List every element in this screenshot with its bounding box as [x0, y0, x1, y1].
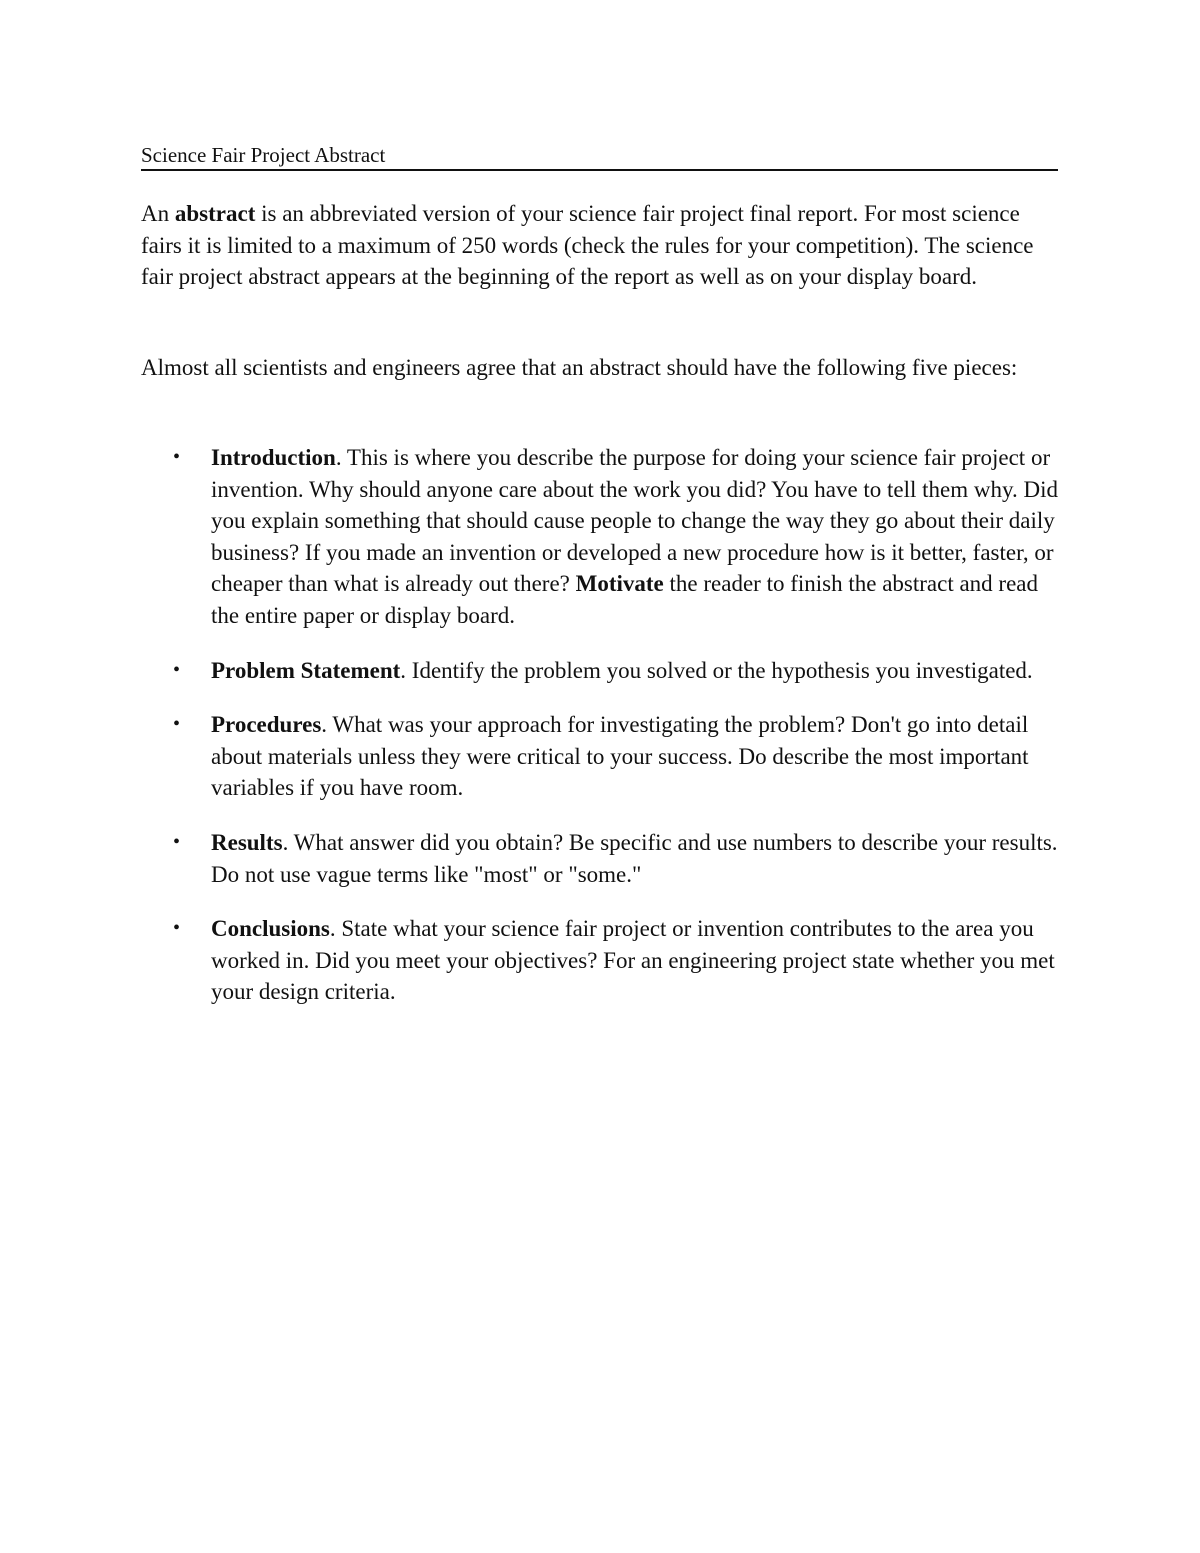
- piece-text: . What was your approach for investigating the problem? Don't go into detail about materials unless they were critical to your success. Do describe the most important variables if you have room.: [211, 712, 1029, 801]
- intro-paragraph: [141, 198, 1061, 293]
- piece-term: Results: [211, 829, 283, 855]
- abstract-term: abstract: [174, 201, 256, 226]
- piece-emphasis: Motivate: [575, 571, 664, 597]
- piece-term: Procedures: [211, 712, 322, 738]
- lead-paragraph: Almost all scientists and engineers agree that an abstract should have the following five pieces:: [141, 355, 1018, 380]
- piece-text: . This is where you describe the purpose for doing your science fair project or invention. Why should anyone care about the work you did? You have to tell them why. Did you explain something that should cause people to change the way they go about their daily business? If you made an invention or developed a new procedure how is it better, faster, or cheaper than what is already out there?: [211, 445, 1059, 597]
- intro-text: is an abbreviated version of your science fair project final report. For most science fairs it is limited to a maximum of 250 words (check the rules for your competition). The science fair project abstract appears at the beginning of the report as well as on your display board.: [141, 201, 1034, 290]
- abstract-pieces-list: [141, 442, 1061, 1031]
- intro-prefix: An: [141, 201, 175, 226]
- piece-text: . What answer did you obtain? Be specific and use numbers to describe your results. Do not use vague terms like "most" or "some.": [211, 829, 1058, 887]
- piece-term: Introduction: [211, 445, 336, 470]
- bullet-icon: •: [173, 446, 181, 468]
- bullet-icon: •: [173, 830, 181, 853]
- bullet-icon: •: [173, 917, 181, 940]
- document-title: Science Fair Project Abstract: [141, 141, 1058, 171]
- list-item-problem-statement: [141, 655, 1061, 687]
- bullet-icon: •: [173, 713, 181, 736]
- piece-term: Problem Statement: [211, 657, 401, 683]
- bullet-icon: •: [173, 658, 181, 681]
- list-item-introduction: [141, 442, 1061, 632]
- piece-term: Conclusions: [211, 916, 330, 942]
- piece-text-after: the reader to finish the abstract and read the entire paper or display board.: [211, 571, 1039, 628]
- list-item-conclusions: [141, 913, 1061, 1008]
- list-item-results: [141, 827, 1061, 890]
- list-item-procedures: [141, 709, 1061, 804]
- piece-text: . State what your science fair project or invention contributes to the area you worked in. Did you meet your objectives? For an engineering project state whether you met your design criteria.: [211, 916, 1055, 1005]
- piece-text: . Identify the problem you solved or the hypothesis you investigated.: [400, 657, 1033, 683]
